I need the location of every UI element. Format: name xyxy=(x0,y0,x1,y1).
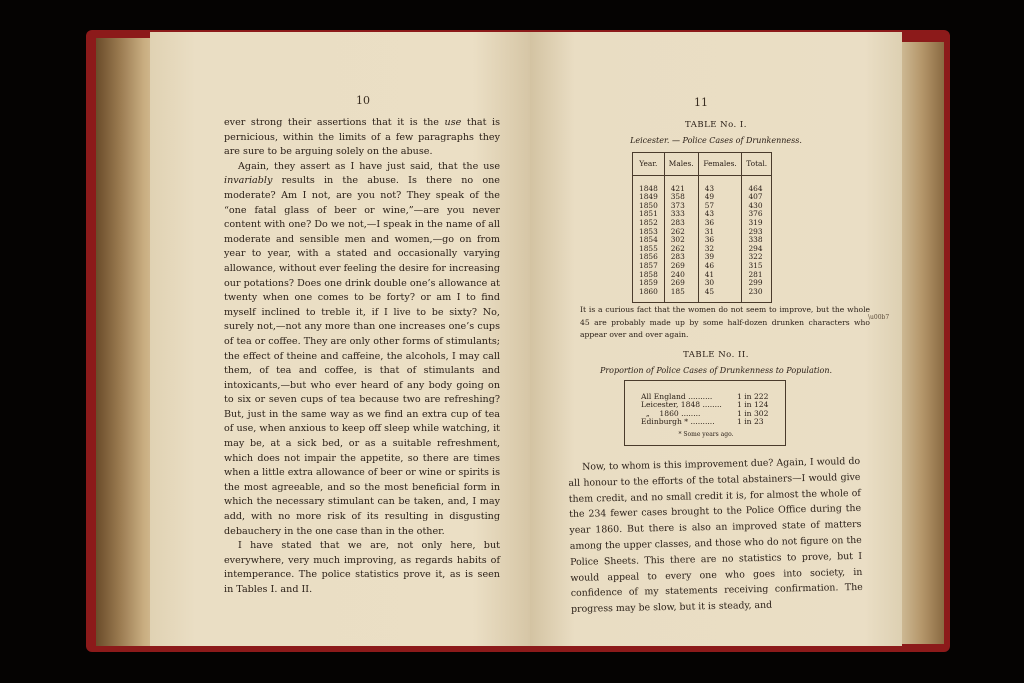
table2-caption: Proportion of Police Cases of Drunkenness to Population. xyxy=(599,366,833,375)
proportion-label: All England .......... xyxy=(641,392,713,401)
table-body xyxy=(633,175,772,303)
column-header: Total. xyxy=(742,153,772,176)
table-cell: 294 xyxy=(742,245,772,254)
table-row xyxy=(633,288,772,303)
proportion-value: 1 in 222 xyxy=(737,392,769,401)
paragraph: Now, to whom is this improvement due? Again, I would do all honour to the efforts of the total abstainers—I would give them credit, and no small credit it is, for almost the whole of the 234 fewer cases brought to the Police Office during the year 1860. But there is also an improved state of matters among the upper classes, and those who do not figure on the Police Sheets. This there are no statistics to prove, but I would appeal to every one who goes into society, in confidence of my statements receiving confirmation. The progress may be slow, but it is steady, and xyxy=(568,455,863,616)
table-row xyxy=(633,175,772,193)
table-cell: 1858 xyxy=(639,269,658,279)
table-cell: 1853 xyxy=(639,226,658,236)
table-cell: 262 xyxy=(664,245,698,254)
paragraph xyxy=(224,539,500,597)
table-cell: 36 xyxy=(698,219,742,228)
table-cell: 31 xyxy=(698,228,742,237)
table-cell: 57 xyxy=(698,202,742,211)
table1-title: TABLE No. I. xyxy=(684,120,747,130)
emphasis-text: use xyxy=(444,117,462,128)
drunkenness-table xyxy=(632,152,772,303)
table-cell: 269 xyxy=(664,262,698,271)
table-cell: 30 xyxy=(698,279,742,288)
proportion-value: 1 in 23 xyxy=(737,417,764,427)
left-page xyxy=(150,32,530,646)
proportion-label: Edinburgh * .......... xyxy=(641,417,715,427)
table-cell: 46 xyxy=(698,262,742,271)
right-page xyxy=(530,32,902,646)
proportion-value: 1 in 124 xyxy=(737,400,769,410)
table-cell: 1852 xyxy=(639,217,658,227)
table-header-row xyxy=(633,153,772,176)
table-cell: 315 xyxy=(742,262,772,271)
proportion-label: Leicester, 1848 ........ xyxy=(641,400,722,410)
table1-note: It is a curious fact that the women do not seem to improve, but the whole 45 are probably made up by some half-dozen drunken characters who appear over and over again. xyxy=(580,305,870,340)
text-run: Again, they assert as I have just said, that the use xyxy=(238,160,500,172)
table-cell: 281 xyxy=(742,271,772,280)
table-cell: 269 xyxy=(664,279,698,288)
table-cell: 293 xyxy=(742,228,772,237)
right-page-stack xyxy=(900,42,944,644)
table-cell: 319 xyxy=(742,219,772,228)
table-cell: 1851 xyxy=(639,209,658,219)
table-cell: 43 xyxy=(698,210,742,219)
table-cell: 1860 xyxy=(639,286,658,296)
table2-title: TABLE No. II. xyxy=(683,350,749,360)
proportion-footnote: * Some years ago. xyxy=(678,431,734,438)
text-run: results in the abuse. Is there no one moderate? Am I not, are you not? They speak of the “one fatal glass of beer or wine,”—are you never content with one? Do we not,—I speak in the name of all moderate and sensible men and women,—go on from year to year, with a stated and occasionally varying allowance, without ever feeling the desire for increasing our potations? Does one drink double one’s allowance at twenty when one comes to be forty? or am I to find myself inclined to treble it, if I live to be sixty? No, surely not,—not any more than one increases one’s cups of tea or coffee. They are only other forms of stimulants; the effect of theine and caffeine, the alcohols, I may call them, of tea and coffee, is that of stimulants and intoxicants,—but who ever heard of any body going on to six or seven cups of tea because two are refreshing? But, just in the same way as we find an extra cup of tea of use, when anxious to keep off sleep while watching, it may be, at a sick bed, or as a suitable refreshment, which does not impair the appetite, so there are times when a little extra allowance of beer or wine or spirits is the most agreeable, and so the most beneficial form in which the necessary stimulant can be taken, and, I may add, with no more risk of its resulting in disgusting debauchery in the one case than in the other. xyxy=(224,175,500,537)
table-cell: 1859 xyxy=(639,278,658,288)
table-cell: 464 xyxy=(742,175,772,193)
table-cell: 1857 xyxy=(639,260,658,270)
table-cell: 39 xyxy=(698,253,742,262)
table-cell: 1855 xyxy=(639,243,658,253)
right-body-text xyxy=(568,454,863,618)
table-cell: 322 xyxy=(742,253,772,262)
table-cell: 358 xyxy=(664,193,698,202)
table-cell: 283 xyxy=(664,219,698,228)
table-cell: 1848 xyxy=(639,183,658,193)
proportion-label: „ 1860 ........ xyxy=(641,408,701,418)
column-header: Year. xyxy=(633,153,665,176)
table-cell: 49 xyxy=(698,193,742,202)
table-cell: 185 xyxy=(664,288,698,303)
proportion-value: 1 in 302 xyxy=(737,408,769,418)
table-cell: 1850 xyxy=(639,200,658,210)
table-cell: 1856 xyxy=(639,252,658,262)
table-cell: 421 xyxy=(664,175,698,193)
table-cell: 230 xyxy=(742,288,772,303)
table-cell: 36 xyxy=(698,236,742,245)
table-cell: 333 xyxy=(664,210,698,219)
emphasis-text: invariably xyxy=(224,175,273,187)
table-cell: 45 xyxy=(698,288,742,303)
table-cell: 407 xyxy=(742,193,772,202)
table-cell: 299 xyxy=(742,279,772,288)
text-run: that is pernicious, within the limits of a few paragraphs they are sure to be arguing solely on the abuse. xyxy=(224,117,501,158)
table-cell: 32 xyxy=(698,245,742,254)
table-cell: 373 xyxy=(664,202,698,211)
column-header: Females. xyxy=(698,153,742,176)
table-cell: 41 xyxy=(698,271,742,280)
table-cell: 376 xyxy=(742,210,772,219)
table-cell: 262 xyxy=(664,228,698,237)
table-cell: 1854 xyxy=(639,235,658,245)
page-number: 10 xyxy=(356,94,370,107)
paragraph xyxy=(224,116,500,160)
table-cell: 240 xyxy=(664,271,698,280)
text-run: ever strong their assertions that it is the xyxy=(224,117,445,128)
left-body-text xyxy=(224,116,500,598)
table-cell: 43 xyxy=(698,175,742,193)
column-header: Males. xyxy=(664,153,698,176)
proportion-table xyxy=(624,380,786,446)
table-cell: 1849 xyxy=(639,192,658,202)
page-number: 11 xyxy=(694,96,708,109)
paragraph xyxy=(224,160,500,539)
table-cell: 338 xyxy=(742,236,772,245)
table-cell: 283 xyxy=(664,253,698,262)
text-run: I have stated that we are, not only here, but everywhere, very much improving, as regards habits of intemperance. The police statistics prove it, as is seen in Tables I. and II. xyxy=(224,540,500,595)
margin-mark: \u00b7 xyxy=(868,314,890,321)
table-cell: 302 xyxy=(664,236,698,245)
table-cell: 430 xyxy=(742,202,772,211)
table1-caption: Leicester. — Police Cases of Drunkenness. xyxy=(630,136,802,145)
